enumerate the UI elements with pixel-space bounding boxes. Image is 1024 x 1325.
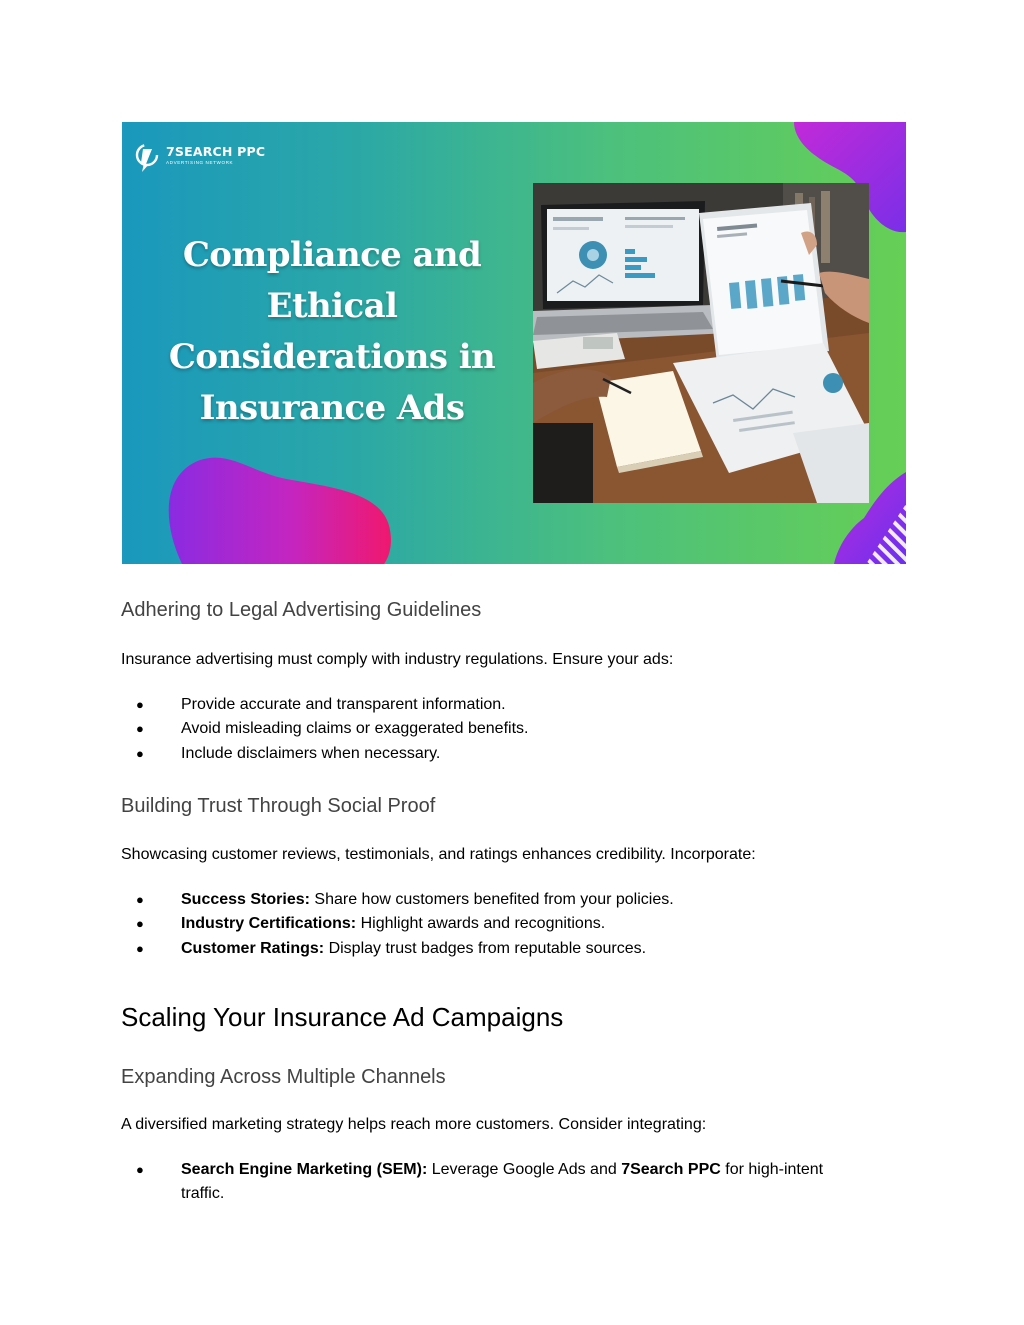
heading-social-proof: Building Trust Through Social Proof (121, 795, 436, 817)
bullet-icon: ● (136, 697, 144, 712)
seven-bolt-logo-icon (134, 138, 160, 174)
hero-banner (122, 122, 906, 564)
bullet-icon: ● (136, 721, 144, 737)
list-item: ● Search Engine Marketing (SEM): Leverage Google Ads and 7Search PPC for high-intent traffic. (121, 1158, 841, 1207)
paragraph-channels-intro: A diversified marketing strategy helps reach more customers. Consider integrating: (121, 1116, 707, 1133)
list-item: ● Include disclaimers when necessary. (121, 742, 861, 766)
list-item: ● Provide accurate and transparent information. (121, 693, 861, 717)
bullet-icon: ● (136, 916, 144, 932)
bullet-icon: ● (136, 940, 144, 956)
bullet-icon: ● (136, 1162, 144, 1177)
list-item: ● Customer Ratings: Display trust badges from reputable sources. (121, 937, 861, 961)
list-legal-guidelines (121, 693, 861, 766)
heading-legal-guidelines: Adhering to Legal Advertising Guidelines (121, 599, 482, 621)
logo-name: 7SEARCH PPC (166, 144, 266, 160)
heading-multiple-channels: Expanding Across Multiple Channels (121, 1066, 446, 1088)
list-item: ● Avoid misleading claims or exaggerated benefits. (121, 717, 861, 741)
list-item: ● Success Stories: Share how customers benefited from your policies. (121, 888, 861, 912)
bullet-icon: ● (136, 892, 144, 907)
paragraph-legal-intro: Insurance advertising must comply with industry regulations. Ensure your ads: (121, 651, 674, 668)
list-social-proof (121, 888, 861, 961)
logo-tagline: ADVERTISING NETWORK (166, 159, 234, 165)
list-channels (121, 1158, 841, 1207)
bullet-icon: ● (136, 745, 144, 761)
office-desk-photo (533, 183, 869, 503)
list-item: ● Industry Certifications: Highlight awards and recognitions. (121, 912, 861, 936)
banner-title: Compliance and Ethical Considerations in Insurance Ads (168, 235, 496, 428)
heading-scaling-campaigns: Scaling Your Insurance Ad Campaigns (121, 1002, 564, 1032)
paragraph-social-proof-intro: Showcasing customer reviews, testimonials, and ratings enhances credibility. Incorporate: (121, 846, 756, 863)
brand-logo (134, 138, 265, 174)
